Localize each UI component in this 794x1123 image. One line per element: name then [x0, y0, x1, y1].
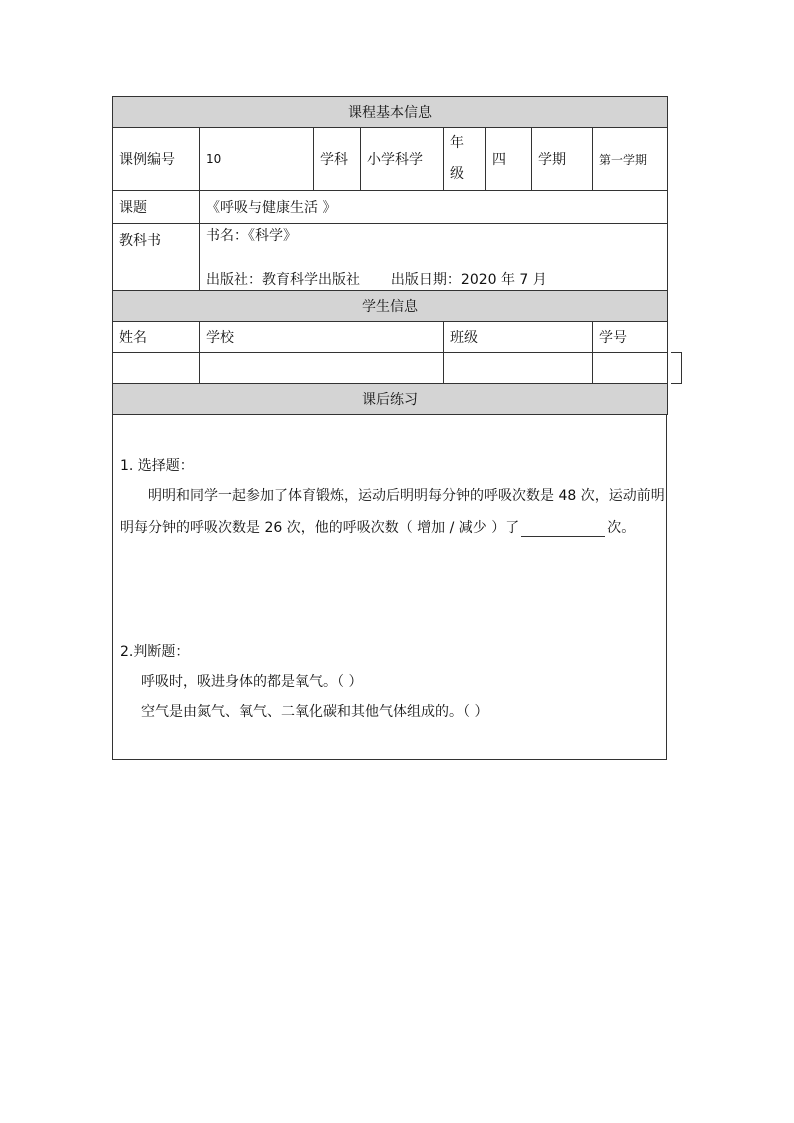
subject-value: 小学科学: [361, 128, 444, 191]
grade-value: 四: [486, 128, 532, 191]
class-input-cell[interactable]: [444, 353, 593, 384]
case-no-label: 课例编号: [113, 128, 200, 191]
q1-title: 1. 选择题：: [120, 458, 194, 474]
q1-text-line2-b: 次。: [607, 520, 636, 536]
topic-value: 《呼吸与健康生活 》: [200, 191, 668, 224]
q1-answer-blank[interactable]: [521, 522, 605, 537]
school-label: 学校: [200, 322, 444, 353]
q1-text-line2-a: 明每分钟的呼吸次数是 26 次，他的呼吸次数（ 增加 / 减少 ）了: [120, 520, 520, 536]
book-name: 书名：《科学》: [206, 228, 297, 244]
grade-label-line1: 年: [450, 135, 464, 151]
textbook-info: [200, 224, 668, 291]
q1-text-line2: [120, 517, 635, 537]
q1-text-line1: 明明和同学一起参加了体育锻炼，运动后明明每分钟的呼吸次数是 48 次，运动前明: [148, 488, 665, 504]
q2-item1: 呼吸时，吸进身体的都是氧气。（ ）: [141, 674, 363, 690]
subject-label: 学科: [314, 128, 361, 191]
term-value: 第一学期: [593, 128, 668, 191]
worksheet: [112, 96, 667, 760]
class-label: 班级: [444, 322, 593, 353]
exercise-header: 课后练习: [113, 384, 668, 415]
q2-title: 2.判断题：: [120, 644, 190, 660]
grade-label-line2: 级: [450, 166, 464, 182]
q2-item2: 空气是由氮气、氧气、二氧化碳和其他气体组成的。（ ）: [141, 704, 489, 720]
case-no-value: 10: [200, 128, 314, 191]
table-edge-artifact: [671, 352, 682, 384]
student-no-input-cell[interactable]: [593, 353, 668, 384]
publisher: 出版社：教育科学出版社: [206, 272, 360, 288]
publisher-line: [206, 269, 661, 289]
student-info-header: 学生信息: [113, 291, 668, 322]
topic-label: 课题: [113, 191, 200, 224]
name-label: 姓名: [113, 322, 200, 353]
school-input-cell[interactable]: [200, 353, 444, 384]
name-input-cell[interactable]: [113, 353, 200, 384]
exercise-area: [112, 415, 667, 760]
info-table: [112, 96, 668, 415]
grade-label: [444, 128, 486, 191]
term-label: 学期: [532, 128, 593, 191]
textbook-label: 教科书: [113, 224, 200, 291]
student-no-label: 学号: [593, 322, 668, 353]
publication-date: 出版日期：2020 年 7 月: [390, 272, 547, 288]
basic-info-header: 课程基本信息: [113, 97, 668, 128]
